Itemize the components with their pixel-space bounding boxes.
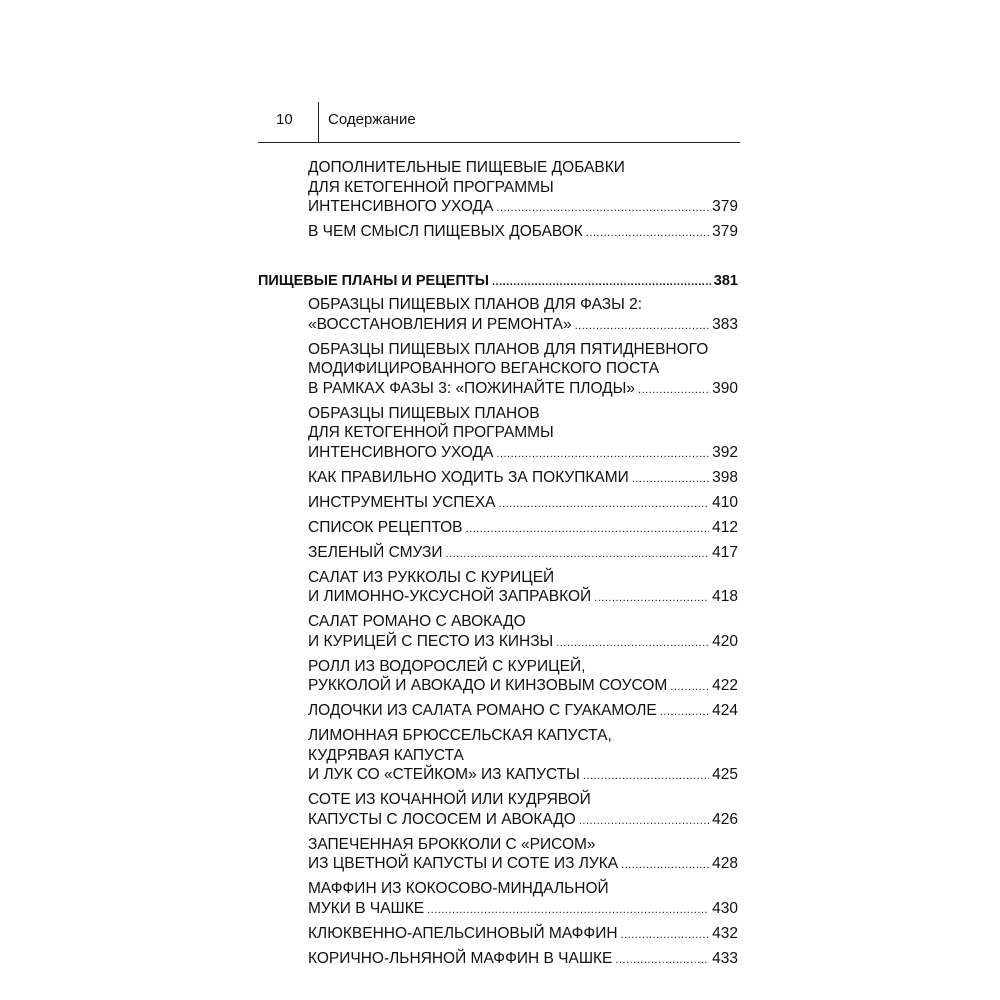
toc-entry-last-line xyxy=(308,899,738,921)
toc-entry-line: ЛИМОННАЯ БРЮССЕЛЬСКАЯ КАПУСТА, xyxy=(308,727,612,744)
toc-entry xyxy=(308,835,738,876)
toc-entry-last-line xyxy=(308,854,738,876)
toc-entry-title: ЗЕЛЕНЫЙ СМУЗИ xyxy=(308,543,443,561)
toc-entry-title: И КУРИЦЕЙ С ПЕСТО ИЗ КИНЗЫ xyxy=(308,632,554,650)
dot-leader xyxy=(575,317,710,337)
dot-leader xyxy=(446,545,710,565)
toc-entry xyxy=(308,340,738,401)
toc-entry xyxy=(308,726,738,787)
toc-page-number: 433 xyxy=(712,949,738,967)
dot-leader xyxy=(621,926,710,946)
toc-page-number: 379 xyxy=(712,198,738,215)
toc-entry-last-line xyxy=(308,632,738,654)
toc-entry xyxy=(308,657,738,698)
dot-leader xyxy=(579,812,709,832)
toc-entry xyxy=(308,543,738,565)
dot-leader xyxy=(615,951,709,971)
dot-leader xyxy=(427,901,709,921)
toc-entry xyxy=(308,612,738,653)
dot-leader xyxy=(586,224,709,244)
toc-entry xyxy=(308,949,738,971)
toc-entry-line: РОЛЛ ИЗ ВОДОРОСЛЕЙ С КУРИЦЕЙ, xyxy=(308,657,586,675)
toc-page-number: 410 xyxy=(712,493,738,511)
toc-entry-last-line xyxy=(308,949,738,971)
toc-page-number: 398 xyxy=(712,468,738,486)
dot-leader xyxy=(492,273,711,293)
toc-entry-last-line xyxy=(258,272,738,293)
toc-entry xyxy=(308,518,738,540)
toc-entry-line: МОДИФИЦИРОВАННОГО ВЕГАНСКОГО ПОСТА xyxy=(308,360,660,377)
toc-entry-title: ПИЩЕВЫЕ ПЛАНЫ И РЕЦЕПТЫ xyxy=(258,272,489,289)
toc-page-number: 420 xyxy=(712,632,738,650)
toc-entry-line: КУДРЯВАЯ КАПУСТА xyxy=(308,746,464,764)
toc-entry-line: ДЛЯ КЕТОГЕННОЙ ПРОГРАММЫ xyxy=(308,424,554,441)
toc-entry-last-line xyxy=(308,493,738,515)
toc-page-number: 390 xyxy=(712,379,738,397)
toc-entry-title: МУКИ В ЧАШКЕ xyxy=(308,899,425,917)
dot-leader xyxy=(670,678,709,698)
toc-entry xyxy=(308,701,738,723)
toc-page-number: 430 xyxy=(712,899,738,917)
toc-entry xyxy=(308,158,738,219)
page-header xyxy=(258,102,740,143)
toc-entry xyxy=(308,790,738,831)
dot-leader xyxy=(621,856,709,876)
toc-entry-line: ОБРАЗЦЫ ПИЩЕВЫХ ПЛАНОВ ДЛЯ ФАЗЫ 2: xyxy=(308,296,643,313)
dot-leader xyxy=(556,634,709,654)
toc-entry-last-line xyxy=(308,701,738,723)
dot-leader xyxy=(638,381,709,401)
toc-entry-last-line xyxy=(308,197,738,219)
toc-entry-title: ИЗ ЦВЕТНОЙ КАПУСТЫ И СОТЕ ИЗ ЛУКА xyxy=(308,855,619,872)
toc-entry-last-line xyxy=(308,676,738,698)
toc-entry-line: МАФФИН ИЗ КОКОСОВО-МИНДАЛЬНОЙ xyxy=(308,880,609,897)
toc-entry-line: САЛАТ ИЗ РУККОЛЫ С КУРИЦЕЙ xyxy=(308,568,555,586)
toc-page-number: 425 xyxy=(712,766,738,783)
toc-entry-last-line xyxy=(308,315,738,337)
toc-page-number: 428 xyxy=(712,855,738,872)
toc-entry-title: КОРИЧНО-ЛЬНЯНОЙ МАФФИН В ЧАШКЕ xyxy=(308,949,613,967)
dot-leader xyxy=(594,589,709,609)
toc-page-number: 418 xyxy=(712,588,738,605)
toc-page-number: 432 xyxy=(712,924,738,942)
toc-entry-line: САЛАТ РОМАНО С АВОКАДО xyxy=(308,613,526,630)
dot-leader xyxy=(498,495,709,515)
toc-entry xyxy=(308,222,738,244)
toc-page-number: 379 xyxy=(712,223,738,240)
toc-entry-title: ИНТЕНСИВНОГО УХОДА xyxy=(308,198,494,215)
toc-entry-last-line xyxy=(308,518,738,540)
toc-entry-title: «ВОССТАНОВЛЕНИЯ И РЕМОНТА» xyxy=(308,315,572,333)
toc-entry-title: И ЛУК СО «СТЕЙКОМ» ИЗ КАПУСТЫ xyxy=(308,766,580,783)
toc-page-number: 422 xyxy=(712,677,738,694)
toc-entry-last-line xyxy=(308,468,738,490)
header-divider xyxy=(318,102,319,142)
dot-leader xyxy=(496,199,709,219)
toc-entry-last-line xyxy=(308,924,738,946)
toc-entry-title: И ЛИМОННО-УКСУСНОЙ ЗАПРАВКОЙ xyxy=(308,588,592,605)
toc-entry-title: В ЧЕМ СМЫСЛ ПИЩЕВЫХ ДОБАВОК xyxy=(308,223,583,240)
toc-entry xyxy=(308,468,738,490)
toc-page-number: 381 xyxy=(713,272,738,289)
toc-page-number: 383 xyxy=(712,315,738,333)
toc-entry xyxy=(308,493,738,515)
toc-entry-title: КЛЮКВЕННО-АПЕЛЬСИНОВЫЙ МАФФИН xyxy=(308,924,618,942)
toc-entry-title: ЛОДОЧКИ ИЗ САЛАТА РОМАНО С ГУАКАМОЛЕ xyxy=(308,702,657,719)
toc-entry-last-line xyxy=(308,443,738,465)
toc-page-number: 412 xyxy=(712,518,738,536)
toc-entry-last-line xyxy=(308,810,738,832)
running-title: Содержание xyxy=(328,111,416,128)
toc-entry-last-line xyxy=(308,379,738,401)
toc-entry-last-line xyxy=(308,765,738,787)
toc-entry xyxy=(308,295,738,336)
toc-entry-line: ЗАПЕЧЕННАЯ БРОККОЛИ С «РИСОМ» xyxy=(308,835,596,853)
toc-entry-title: РУККОЛОЙ И АВОКАДО И КИНЗОВЫМ СОУСОМ xyxy=(308,677,668,694)
toc-entry-title: КАК ПРАВИЛЬНО ХОДИТЬ ЗА ПОКУПКАМИ xyxy=(308,468,629,486)
toc-entry-last-line xyxy=(308,222,738,244)
toc-entry-line: ОБРАЗЦЫ ПИЩЕВЫХ ПЛАНОВ ДЛЯ ПЯТИДНЕВНОГО xyxy=(308,340,709,358)
toc-section xyxy=(258,272,738,293)
toc-entry xyxy=(308,404,738,465)
toc-entry-line: СОТЕ ИЗ КОЧАННОЙ ИЛИ КУДРЯВОЙ xyxy=(308,791,591,808)
toc-entry xyxy=(308,924,738,946)
toc-entry-last-line xyxy=(308,543,738,565)
toc-page-number: 417 xyxy=(712,543,738,561)
toc-page-number: 392 xyxy=(712,443,738,461)
dot-leader xyxy=(632,470,709,490)
page-number: 10 xyxy=(276,111,293,128)
toc-entry-last-line xyxy=(308,587,738,609)
toc-entry xyxy=(308,879,738,920)
toc-entry-title: ИНТЕНСИВНОГО УХОДА xyxy=(308,443,494,461)
toc-entry-line: ОБРАЗЦЫ ПИЩЕВЫХ ПЛАНОВ xyxy=(308,404,540,422)
dot-leader xyxy=(466,520,710,540)
table-of-contents xyxy=(258,158,738,974)
toc-page-number: 426 xyxy=(712,810,738,828)
dot-leader xyxy=(660,703,709,723)
toc-entry-line: ДЛЯ КЕТОГЕННОЙ ПРОГРАММЫ xyxy=(308,178,554,196)
toc-entry-title: СПИСОК РЕЦЕПТОВ xyxy=(308,518,463,536)
toc-page-number: 424 xyxy=(712,702,738,719)
dot-leader xyxy=(583,767,709,787)
dot-leader xyxy=(496,445,709,465)
toc-entry-line: ДОПОЛНИТЕЛЬНЫЕ ПИЩЕВЫЕ ДОБАВКИ xyxy=(308,159,625,176)
toc-entry xyxy=(308,568,738,609)
toc-entry-title: КАПУСТЫ С ЛОСОСЕМ И АВОКАДО xyxy=(308,810,576,828)
toc-entry-title: ИНСТРУМЕНТЫ УСПЕХА xyxy=(308,493,496,511)
toc-entry-title: В РАМКАХ ФАЗЫ 3: «ПОЖИНАЙТЕ ПЛОДЫ» xyxy=(308,379,636,397)
